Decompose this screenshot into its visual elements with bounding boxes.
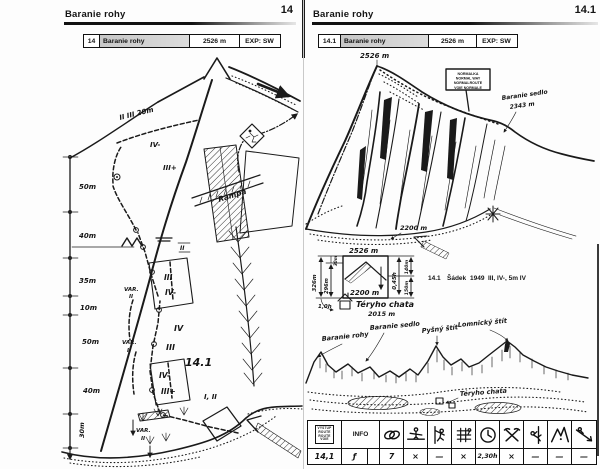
left-topo-drawing [62,58,302,467]
peak-label: Pyšný štít [421,323,459,335]
hut-icon-small [449,403,455,408]
variant-label: VAR. [124,287,139,293]
saddle-name-label: Baranie sedlo [501,88,549,102]
climber-sign-diamond [240,124,264,148]
grade-label: II [180,245,185,252]
descent-time-label: 0,45h [392,272,398,290]
route-col-line: ROUTE [318,433,331,438]
table-value: × [452,449,476,464]
route-info-table [307,420,597,465]
table-value: 14,1 [308,449,342,464]
summary-route-number: 14.1 [428,275,441,282]
peak-label: Baranie rohy [321,330,369,343]
variant-grade: II [127,348,132,354]
approach-time-label: 1,0h [318,304,332,310]
hut-name-label: Téryho chata [356,300,415,309]
right-page-title: Baranie rohy [313,9,374,20]
summary-grades: III, IV-, 5m IV [488,275,526,282]
table-value: 7 [380,449,404,464]
sign-line: VOIE NORMALE [454,85,482,90]
grade-label: I, II [204,393,217,401]
summary-author: Šádek [447,275,467,282]
scale-label: 50m [82,338,100,346]
right-route-altitude: 2526 m [429,35,477,47]
left-route-number: 14 [84,35,100,47]
table-value [368,449,380,464]
grade-label: III [164,273,173,282]
grade-label: IV- [165,288,177,297]
wall-climb-icon [428,421,452,448]
crossed-axes-icon [500,421,524,448]
route-column-header [308,421,342,448]
left-page-title: Baranie rohy [65,9,126,20]
table-value: × [404,449,428,464]
table-value: ƒ [342,449,368,464]
descent-icon [572,421,596,448]
scale-label: 40m [83,387,101,395]
traverse-grade-label: II III 20m [118,105,155,122]
table-value: — [580,452,588,461]
variant-label: VAR. [136,428,151,434]
face-foot-altitude: 2200 m [400,224,428,232]
sign-line: NORMALROUTE [453,81,483,86]
scale-label: 10m [80,304,98,312]
hut-label: Téryho chata [459,386,508,398]
right-route-exposure: EXP: SW [482,37,511,45]
dim-right-top-label: 140m [405,259,410,275]
scale-label: 40m [79,232,97,240]
table-value-row [308,449,596,464]
right-page-number: 14.1 [574,4,596,16]
right-route-name: Baranie rohy [341,35,429,47]
schematic-bottom-altitude: 2200 m [350,289,380,297]
grade-label: III+ [161,387,176,396]
twin-peaks-icon [548,421,572,448]
table-value: — [428,449,452,464]
grade-label: IV- [150,141,161,149]
table-header-row [308,421,596,449]
route-summary-line [428,273,527,282]
right-face-drawing [306,52,594,259]
abseil-icon [524,421,548,448]
variant-grade: II [129,294,134,300]
left-page-number: 14 [280,4,293,16]
grade-label: III [166,343,175,352]
face-summit-altitude: 2526 m [360,52,390,60]
peak-label: Baranie sedlo [369,319,421,332]
rampa-label: Rampa [216,186,248,204]
right-route-number: 14.1 [319,35,341,47]
left-route-name: Baranie rohy [100,35,190,47]
saddle-altitude-label: 2343 m [509,100,536,111]
scale-label: 50m [79,183,97,191]
grade-label: IV- [159,371,171,380]
summary-year: 1949 [470,275,485,282]
dim-wall-label: 296m [324,278,330,294]
sign-line: NORMALKA [457,72,479,76]
route-number-label: 14.1 [185,356,213,369]
rings-icon [380,421,404,448]
variant-grade: II [141,436,146,442]
right-panorama-drawing [306,316,588,416]
dim-right-bottom-label: 150m [405,280,410,296]
left-route-exposure: EXP: SW [245,37,274,45]
star-mark [486,206,500,222]
peak-label: Lomnický štít [457,316,508,329]
route-col-line: ROUTE [318,429,331,434]
dim-top-label: 30m [333,255,338,267]
dim-total-label: 326m [312,274,318,292]
aid-grid-icon [452,421,476,448]
hut-icon [340,301,350,309]
hut-altitude-label: 2015 m [368,310,396,318]
left-route-altitude: 2526 m [190,35,240,47]
table-value: 2,30h [476,449,500,464]
info-column-header: INFO [342,421,380,448]
scale-label: 30m [78,422,86,438]
clock-icon [476,421,500,448]
grade-label: IV [174,324,184,333]
scale-label: 35m [79,277,97,285]
table-value: — [548,449,572,464]
sign-line: NORMAL WAY [455,76,481,81]
table-value: × [500,449,524,464]
route-col-line: VÝSTUP [317,426,332,431]
right-schematic-diagram [312,247,414,318]
grade-label: III+ [163,164,177,172]
tightrope-icon [404,421,428,448]
schematic-top-altitude: 2526 m [349,247,379,255]
table-value: — [524,449,548,464]
variant-label: VAR. [122,340,137,346]
route-col-line: VOIE [320,437,329,442]
